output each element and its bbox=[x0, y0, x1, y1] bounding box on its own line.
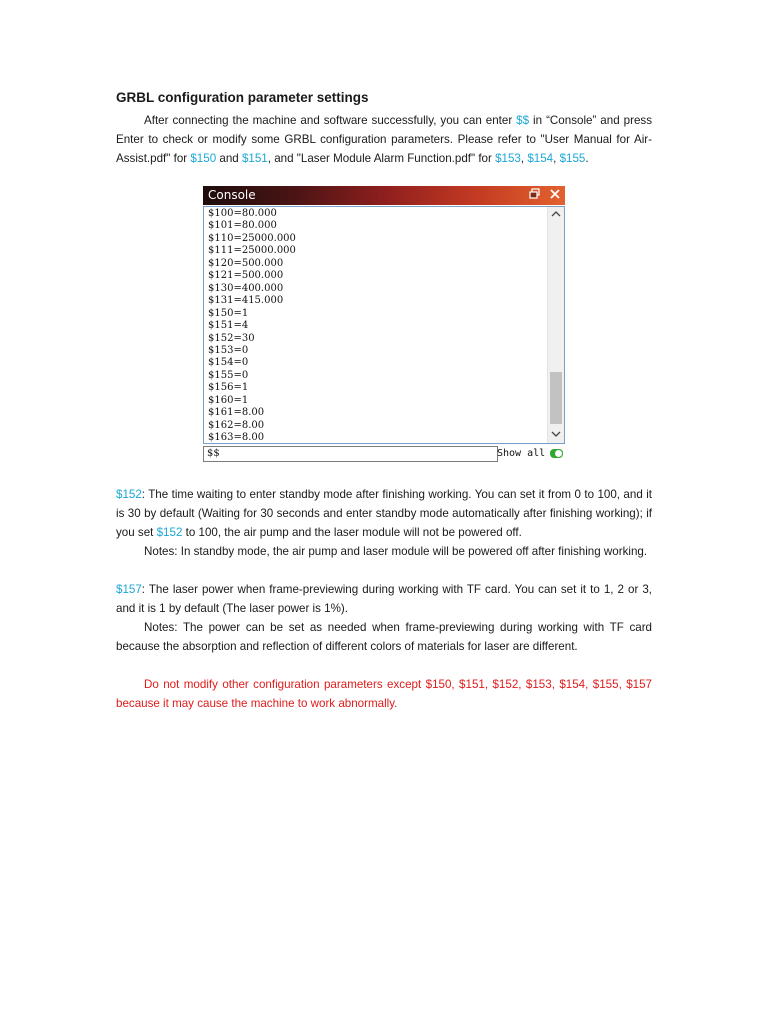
console-line: $101=80.000 bbox=[208, 220, 277, 232]
intro-text-6: , bbox=[553, 152, 560, 165]
intro-section bbox=[116, 88, 652, 168]
intro-text-7: . bbox=[585, 152, 589, 165]
param-152-text-2: to 100, the air pump and the laser module will not be powered off. bbox=[182, 526, 522, 539]
param-150: $150 bbox=[190, 152, 217, 165]
console-output[interactable] bbox=[203, 206, 565, 444]
intro-text-1: After connecting the machine and software successfully, you can enter bbox=[144, 114, 517, 127]
param-ss: $$ bbox=[516, 114, 530, 127]
param-157-text-1: : The laser power when frame-previewing during working with TF card. You can set it to 1, 2 or 3, and it is 1 by default (The laser power is 1%). bbox=[116, 583, 652, 615]
param-152-text-1: : The time waiting to enter standby mode after finishing working. You can set it from 0 to 100, and it is 30 by default (Waiting for 30 seconds and enter standby mode automatically after finishing working); if you set bbox=[116, 488, 652, 539]
console-line: $155=0 bbox=[208, 369, 249, 381]
warning-paragraph: Do not modify other configuration parameters except $150, $151, $152, $153, $154, $155, $157 because it may cause the machine to work abnormally. bbox=[116, 678, 652, 710]
console-line: $131=415.000 bbox=[208, 295, 284, 307]
show-all-label: Show all bbox=[497, 448, 546, 459]
console-line: $154=0 bbox=[208, 357, 249, 369]
console-lines bbox=[208, 208, 548, 445]
intro-text-2: in “Console” and press Enter to check or modify some GRBL configuration parameters. Please refer to "User Manual for Air-Assist.pdf" for bbox=[116, 114, 652, 165]
lower-section bbox=[116, 485, 652, 713]
param-152-paragraph bbox=[116, 485, 652, 542]
console-line: $130=400.000 bbox=[208, 282, 284, 294]
console-line: $152=30 bbox=[208, 332, 255, 344]
console-line: $161=8.00 bbox=[208, 407, 265, 419]
param-152-note: Notes: In standby mode, the air pump and laser module will be powered off after finishing working. bbox=[144, 545, 648, 558]
console-line: $121=500.000 bbox=[208, 270, 284, 282]
scroll-down-icon[interactable] bbox=[548, 428, 564, 442]
param-151: $151 bbox=[241, 152, 268, 165]
intro-paragraph bbox=[116, 111, 652, 168]
console-line: $110=25000.000 bbox=[208, 232, 296, 244]
intro-text-3: and bbox=[216, 152, 242, 165]
param-153: $153 bbox=[495, 152, 521, 165]
param-152-ref: $152 bbox=[156, 526, 183, 539]
command-input[interactable]: $$ bbox=[203, 446, 498, 462]
console-title: Console bbox=[208, 188, 256, 202]
console-window bbox=[203, 186, 565, 463]
console-input-row bbox=[203, 446, 565, 462]
param-154: $154 bbox=[527, 152, 554, 165]
param-155: $155 bbox=[559, 152, 586, 165]
console-scrollbar[interactable] bbox=[547, 207, 564, 443]
restore-icon[interactable] bbox=[528, 188, 542, 202]
console-line: $151=4 bbox=[208, 320, 249, 332]
param-157-note: Notes: The power can be set as needed when frame-previewing during working with TF card because the absorption and reflection of different colors of materials for laser are different. bbox=[116, 621, 652, 653]
scroll-up-icon[interactable] bbox=[548, 208, 564, 222]
console-line: $120=500.000 bbox=[208, 257, 284, 269]
show-all-toggle[interactable] bbox=[550, 449, 563, 458]
console-line: $111=25000.000 bbox=[208, 245, 296, 257]
console-line: $153=0 bbox=[208, 344, 249, 356]
param-157: $157 bbox=[116, 583, 142, 596]
console-title-bar bbox=[203, 186, 565, 205]
scrollbar-thumb[interactable] bbox=[550, 372, 562, 424]
console-line: $163=8.00 bbox=[208, 432, 265, 444]
intro-text-4: , and "Laser Module Alarm Function.pdf" for bbox=[267, 152, 496, 165]
section-heading: GRBL configuration parameter settings bbox=[116, 90, 369, 105]
intro-text-5: , bbox=[520, 152, 528, 165]
console-line: $162=8.00 bbox=[208, 419, 265, 431]
console-line: $100=80.000 bbox=[208, 208, 277, 219]
console-line: $160=1 bbox=[208, 394, 249, 406]
console-line: $150=1 bbox=[208, 307, 249, 319]
close-icon[interactable] bbox=[548, 188, 562, 202]
console-line: $156=1 bbox=[208, 382, 249, 394]
param-157-paragraph bbox=[116, 580, 652, 618]
param-152: $152 bbox=[116, 488, 142, 501]
